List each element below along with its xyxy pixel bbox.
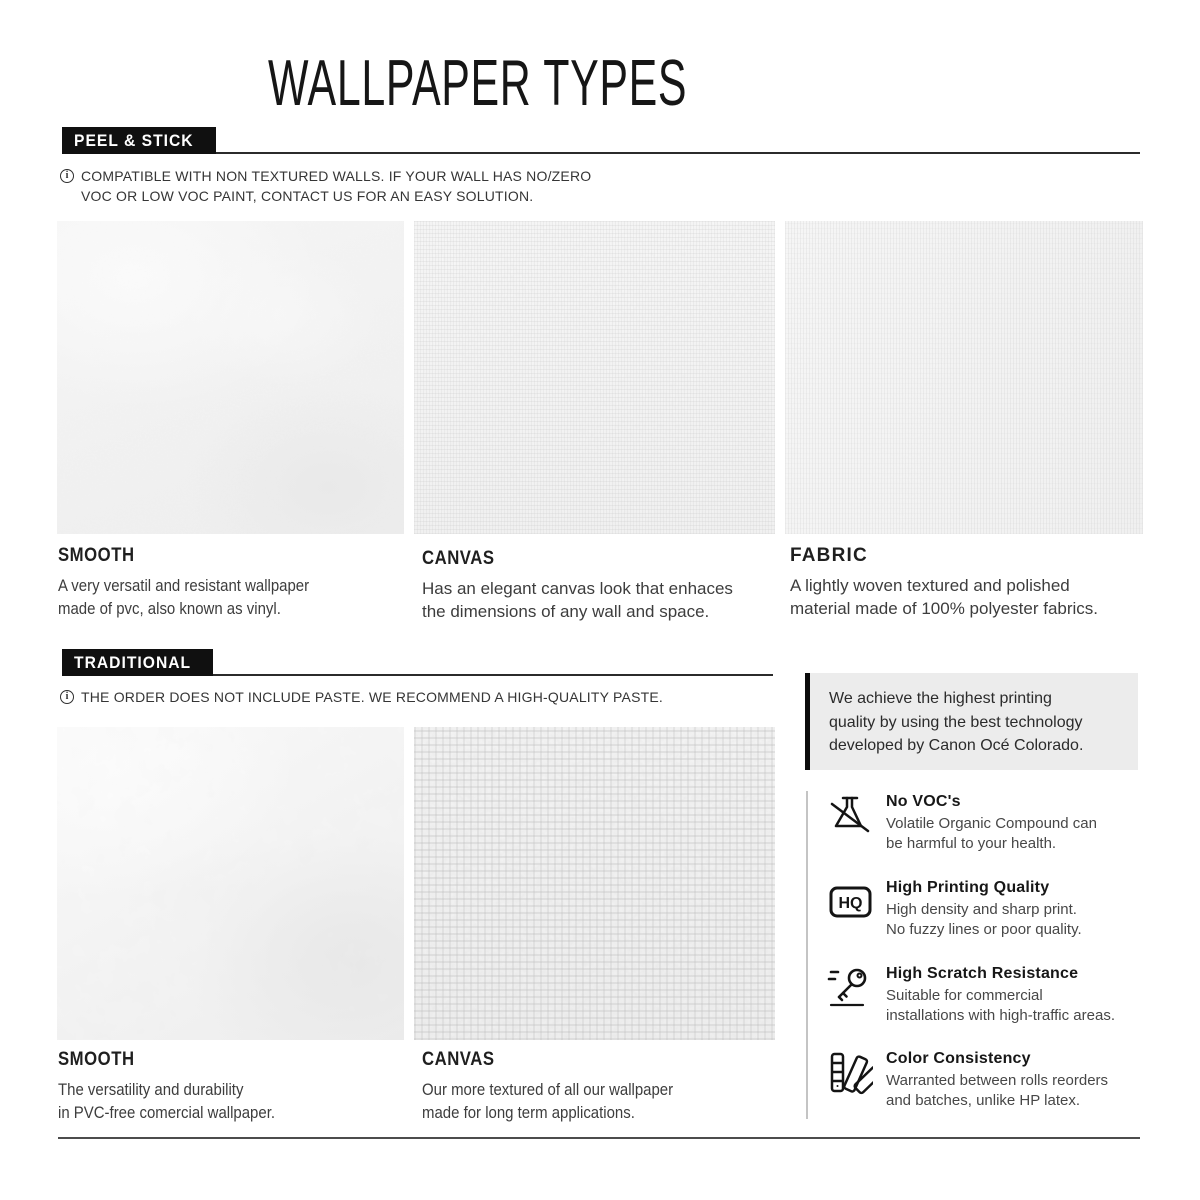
section-header-peel-stick (62, 127, 216, 154)
feature-title: High Scratch Resistance (886, 965, 1079, 982)
scratch-resistant-key-icon (827, 965, 873, 1026)
info-icon: i (60, 690, 74, 704)
swatch-description: A very versatil and resistant wallpaper made of pvc, also known as vinyl. (58, 576, 310, 618)
feature-description: High density and sharp print. No fuzzy lines or poor quality. (886, 901, 1082, 938)
swatch-traditional-canvas (414, 727, 775, 1040)
label-peel-smooth (58, 545, 309, 620)
page-title: WALLPAPER TYPES (268, 46, 688, 119)
feature-text (886, 1050, 1108, 1111)
info-note-text (81, 688, 663, 708)
swatch-description: Our more textured of all our wallpaper made for long term applications. (422, 1080, 674, 1122)
feature-text (886, 879, 1082, 940)
info-note-traditional (60, 688, 663, 708)
bottom-divider (58, 1137, 1140, 1139)
section-header-traditional (62, 649, 213, 676)
swatch-traditional-smooth (57, 727, 404, 1040)
swatch-peel-canvas (414, 221, 775, 534)
section-rule-peel-stick (62, 152, 1140, 154)
svg-text:HQ: HQ (838, 895, 863, 912)
feature-description: Volatile Organic Compound can be harmful to your health. (886, 815, 1097, 852)
no-voc-flask-icon (827, 793, 873, 854)
swatch-description: Has an elegant canvas look that enhaces the dimensions of any wall and space. (422, 579, 733, 621)
printing-quality-quote (810, 673, 1138, 770)
feature-high-scratch-resistance (827, 965, 1157, 1026)
label-peel-fabric (790, 545, 1098, 620)
feature-text (886, 793, 1097, 854)
quote-line: We achieve the highest printing (829, 690, 1052, 707)
label-traditional-smooth (58, 1049, 275, 1124)
feature-title: Color Consistency (886, 1050, 1031, 1067)
note-line: THE ORDER DOES NOT INCLUDE PASTE. WE RECOMMEND A HIGH-QUALITY PASTE. (81, 689, 663, 705)
feature-title: High Printing Quality (886, 879, 1050, 896)
hq-badge-icon (827, 879, 873, 940)
info-note-peel-stick (60, 167, 591, 206)
feature-title: No VOC's (886, 793, 961, 810)
note-line: VOC OR LOW VOC PAINT, CONTACT US FOR AN EASY SOLUTION. (81, 187, 534, 204)
swatch-title: CANVAS (422, 548, 495, 569)
fabric-linen-texture (785, 221, 1143, 534)
feature-text (886, 965, 1115, 1026)
note-line: COMPATIBLE WITH NON TEXTURED WALLS. IF YOUR WALL HAS NO/ZERO (81, 168, 592, 184)
swatch-title: CANVAS (422, 1049, 495, 1070)
smooth-matte-texture (57, 727, 404, 1040)
swatch-peel-smooth (57, 221, 404, 534)
section-label: TRADITIONAL (74, 652, 192, 672)
swatch-title: SMOOTH (58, 545, 135, 566)
swatch-peel-fabric (785, 221, 1143, 534)
features-rail (806, 791, 808, 1119)
feature-description: Warranted between rolls reorders and batches, unlike HP latex. (886, 1072, 1109, 1109)
feature-color-consistency (827, 1050, 1157, 1111)
canvas-weave-texture (414, 221, 775, 534)
swatch-description: A lightly woven textured and polished material made of 100% polyester fabrics. (790, 576, 1099, 618)
swatch-description: The versatility and durability in PVC-free comercial wallpaper. (58, 1080, 276, 1122)
quote-line: quality by using the best technology (829, 713, 1083, 731)
feature-high-printing-quality (827, 879, 1157, 940)
feature-no-voc (827, 793, 1157, 854)
info-note-text (81, 167, 591, 206)
info-icon: i (60, 169, 74, 183)
feature-description: Suitable for commercial installations with high-traffic areas. (886, 987, 1115, 1024)
quote-line: developed by Canon Océ Colorado. (829, 737, 1084, 754)
label-peel-canvas (422, 548, 733, 623)
canvas-burlap-texture (414, 727, 775, 1040)
section-label: PEEL & STICK (74, 130, 194, 150)
label-traditional-canvas (422, 1049, 673, 1124)
color-swatches-icon (827, 1050, 873, 1111)
swatch-title: FABRIC (790, 545, 868, 566)
smooth-vinyl-texture (57, 221, 404, 534)
swatch-title: SMOOTH (58, 1049, 135, 1070)
